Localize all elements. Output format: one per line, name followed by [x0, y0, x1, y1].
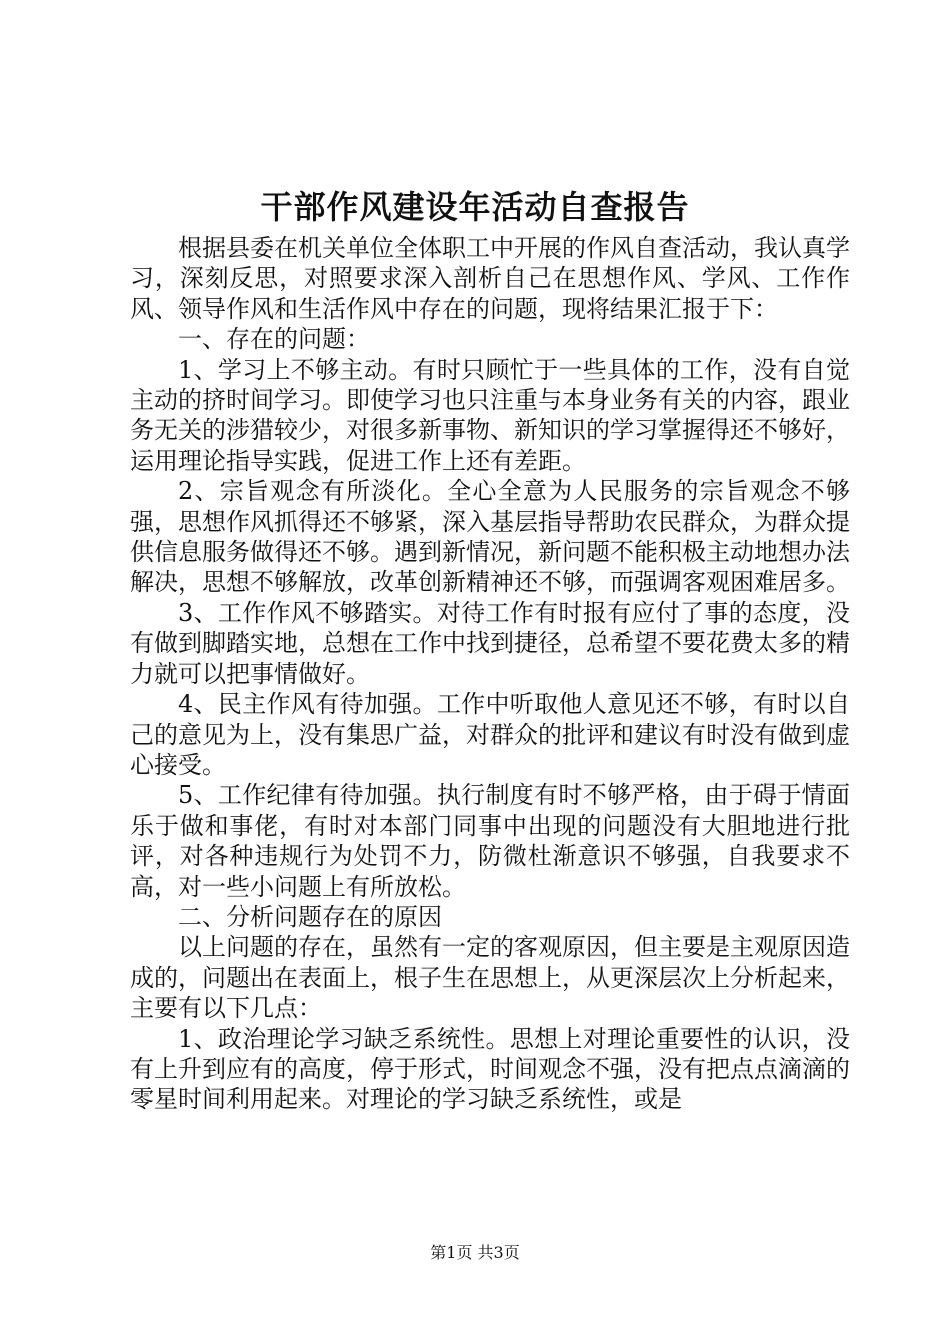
- paragraph-problem-2: 2、宗旨观念有所淡化。全心全意为人民服务的宗旨观念不够强，思想作风抓得还不够紧，深入基层指导帮助农民群众，为群众提供信息服务做得还不够。遇到新情况，新问题不能积极主动地想办法解决，思想不够解放，改革创新精神还不够，而强调客观困难居多。: [130, 477, 850, 597]
- paragraph-problem-3: 3、工作作风不够踏实。对待工作有时报有应付了事的态度，没有做到脚踏实地，总想在工作中找到捷径，总希望不要花费太多的精力就可以把事情做好。: [130, 598, 850, 688]
- paragraph-problem-5: 5、工作纪律有待加强。执行制度有时不够严格，由于碍于情面乐于做和事佬，有时对本部门同事中出现的问题没有大胆地进行批评，对各种违规行为处罚不力，防微杜渐意识不够强，自我要求不高，对一些小问题上有所放松。: [130, 781, 850, 901]
- paragraph-cause-1: 1、政治理论学习缺乏系统性。思想上对理论重要性的认识，没有上升到应有的高度，停于形式，时间观念不强，没有把点点滴滴的零星时间利用起来。对理论的学习缺乏系统性，或是: [130, 1024, 850, 1114]
- page-footer: 第1页 共3页: [430, 1243, 520, 1262]
- section-heading-causes: 二、分析问题存在的原因: [178, 902, 442, 931]
- document-body: [130, 233, 850, 1115]
- document-title: 干部作风建设年活动自查报告: [260, 188, 690, 226]
- paragraph-problem-1: 1、学习上不够主动。有时只顾忙于一些具体的工作，没有自觉主动的挤时间学习。即使学习也只注重与本身业务有关的内容，跟业务无关的涉猎较少，对很多新事物、新知识的学习掌握得还不够好，运用理论指导实践，促进工作上还有差距。: [130, 355, 850, 475]
- section-heading-problems: 一、存在的问题：: [178, 325, 370, 354]
- paragraph-intro: 根据县委在机关单位全体职工中开展的作风自查活动，我认真学习，深刻反思，对照要求深入剖析自己在思想作风、学风、工作作风、领导作风和生活作风中存在的问题，现将结果汇报于下：: [130, 234, 850, 323]
- paragraph-causes-intro: 以上问题的存在，虽然有一定的客观原因，但主要是主观原因造成的，问题出在表面上，根子生在思想上，从更深层次上分析起来，主要有以下几点：: [130, 933, 850, 1023]
- paragraph-problem-4: 4、民主作风有待加强。工作中听取他人意见还不够，有时以自己的意见为上，没有集思广益，对群众的批评和建议有时没有做到虚心接受。: [130, 690, 850, 779]
